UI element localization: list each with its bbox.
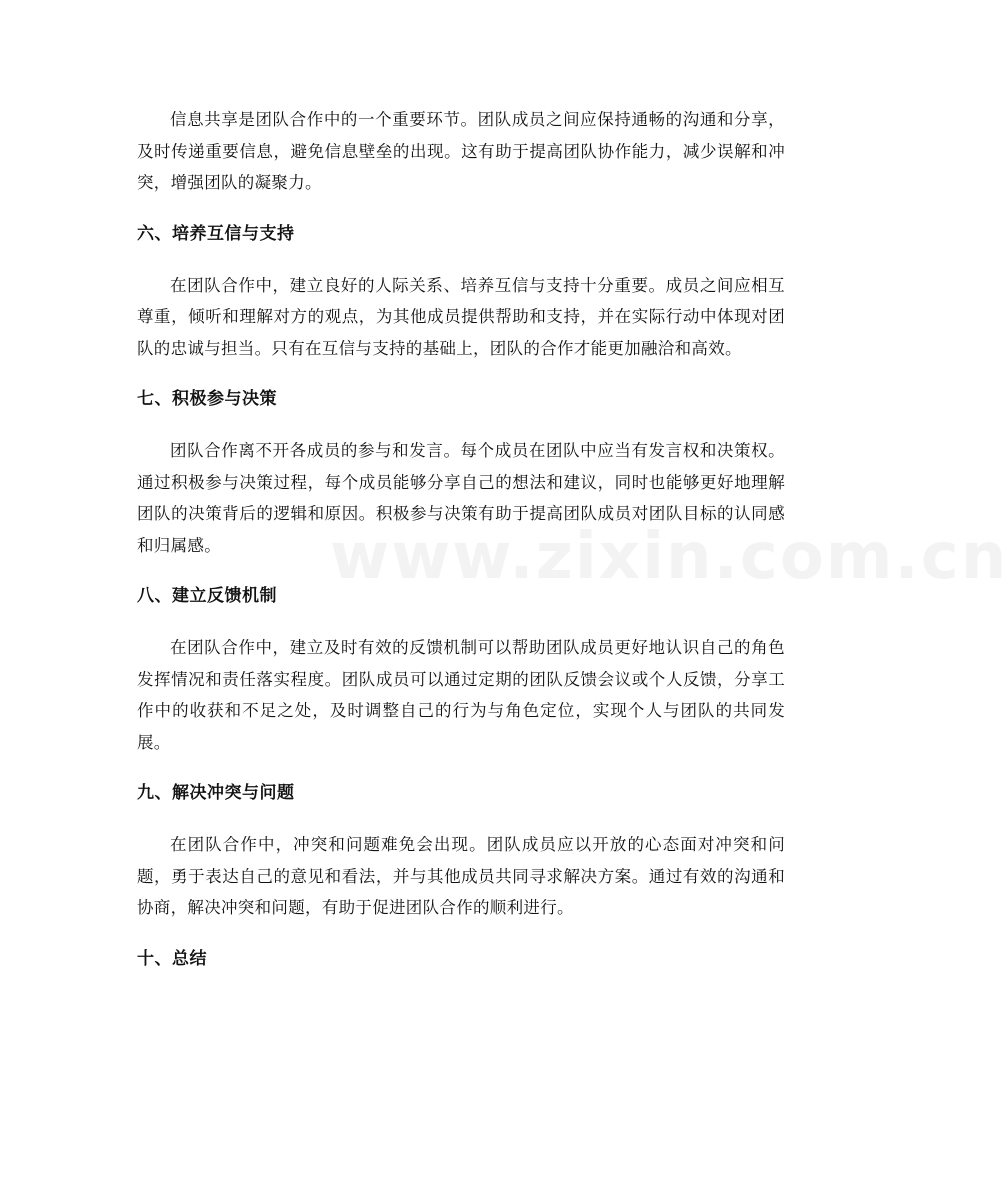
heading-six: 六、培养互信与支持: [137, 223, 295, 244]
document-body: [137, 104, 785, 975]
heading-eight: 八、建立反馈机制: [137, 586, 277, 606]
paragraph-info-sharing: 信息共享是团队合作中的一个重要环节。团队成员之间应保持通畅的沟通和分享，及时传递重要信息，避免信息壁垒的出现。这有助于提高团队协作能力，减少误解和冲突，增强团队的凝聚力。: [137, 110, 785, 192]
heading-seven: 七、积极参与决策: [137, 389, 277, 409]
paragraph-trust-support: 在团队合作中，建立良好的人际关系、培养互信与支持十分重要。成员之间应相互尊重，倾听和理解对方的观点，为其他成员提供帮助和支持，并在实际行动中体现对团队的忠诚与担当。只有在互信与支持的基础上，团队的合作才能更加融洽和高效。: [137, 275, 785, 358]
heading-nine: 九、解决冲突与问题: [137, 783, 295, 803]
paragraph-conflict: 在团队合作中，冲突和问题难免会出现。团队成员应以开放的心态面对冲突和问题，勇于表达自己的意见和看法，并与其他成员共同寻求解决方案。通过有效的沟通和协商，解决冲突和问题，有助于促进团队合作的顺利进行。: [137, 835, 785, 917]
watermark: www.zixin.com.cn: [330, 520, 1008, 594]
heading-ten: 十、总结: [137, 948, 207, 969]
paragraph-feedback: 在团队合作中，建立及时有效的反馈机制可以帮助团队成员更好地认识自己的角色发挥情况和责任落实程度。团队成员可以通过定期的团队反馈会议或个人反馈，分享工作中的收获和不足之处，及时调整自己的行为与角色定位，实现个人与团队的共同发展。: [137, 638, 785, 752]
paragraph-decision-making: 团队合作离不开各成员的参与和发言。每个成员在团队中应当有发言权和决策权。通过积极参与决策过程，每个成员能够分享自己的想法和建议，同时也能够更好地理解团队的决策背后的逻辑和原因。积极参与决策有助于提高团队成员对团队目标的认同感和归属感。: [137, 441, 785, 555]
